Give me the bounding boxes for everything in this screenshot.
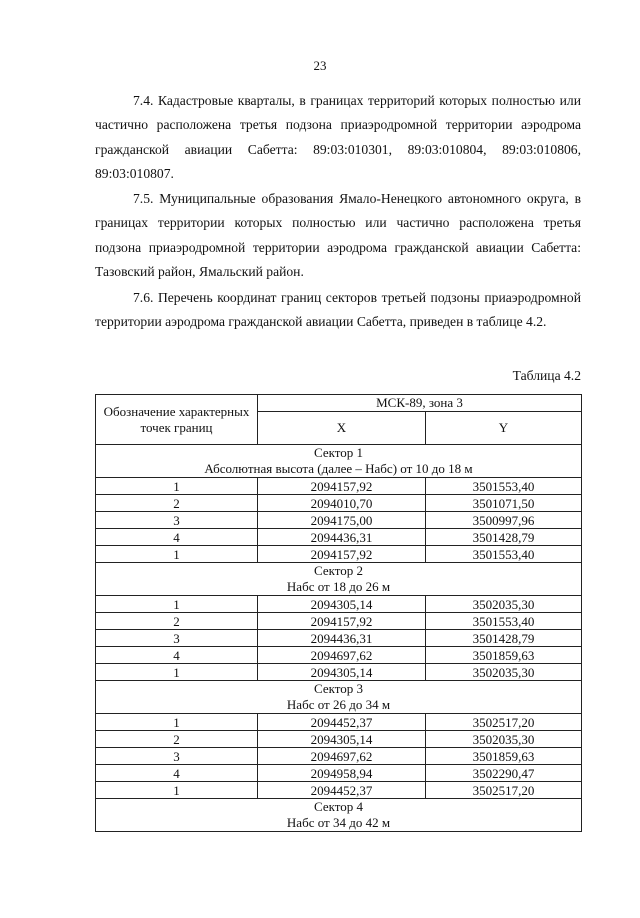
table-row <box>96 478 582 495</box>
sector-header-cell <box>96 563 582 596</box>
coordinate-x-cell: 2094436,31 <box>258 529 426 546</box>
coordinate-y-cell: 3501859,63 <box>426 748 582 765</box>
coordinate-y-cell: 3502035,30 <box>426 731 582 748</box>
sector-header-row <box>96 799 582 832</box>
coordinate-y-cell: 3502035,30 <box>426 596 582 613</box>
sector-title: Сектор 3 <box>313 681 363 696</box>
point-number-cell: 1 <box>96 664 258 681</box>
header-x: X <box>258 412 426 445</box>
table-row <box>96 731 582 748</box>
table-row <box>96 630 582 647</box>
point-number-cell: 2 <box>96 731 258 748</box>
point-number-cell: 1 <box>96 596 258 613</box>
sector-header-row <box>96 445 582 478</box>
point-number-cell: 4 <box>96 529 258 546</box>
header-y: Y <box>426 412 582 445</box>
coordinate-x-cell: 2094157,92 <box>258 546 426 563</box>
header-coordinate-system: МСК-89, зона 3 <box>258 395 582 412</box>
coordinate-x-cell: 2094452,37 <box>258 782 426 799</box>
header-points-designation: Обозначение характерных точек границ <box>96 395 258 445</box>
coordinate-y-cell: 3501859,63 <box>426 647 582 664</box>
coordinate-y-cell: 3501553,40 <box>426 478 582 495</box>
sector-subtitle: Набс от 18 до 26 м <box>286 579 391 594</box>
page-number: 23 <box>313 58 327 73</box>
point-number-cell: 4 <box>96 765 258 782</box>
paragraph-7-6 <box>95 286 581 335</box>
coordinate-y-cell: 3502035,30 <box>426 664 582 681</box>
coordinate-x-cell: 2094958,94 <box>258 765 426 782</box>
table-row <box>96 664 582 681</box>
coordinate-x-cell: 2094305,14 <box>258 664 426 681</box>
sector-header-cell <box>96 445 582 478</box>
coordinate-y-cell: 3501071,50 <box>426 495 582 512</box>
coordinate-x-cell: 2094697,62 <box>258 647 426 664</box>
coordinate-y-cell: 3501428,79 <box>426 529 582 546</box>
point-number-cell: 3 <box>96 748 258 765</box>
sector-subtitle: Абсолютная высота (далее – Набс) от 10 до 18 м <box>204 461 473 476</box>
paragraph-7-5-text: 7.5. Муниципальные образования Ямало-Ненецкого автономного округа, в границах территории которых полностью или частично расположена третья подзона приаэродромной территории аэродрома гражданской авиации Сабетта: Тазовский район, Ямальский район. <box>95 191 581 279</box>
sector-title: Сектор 1 <box>313 445 363 460</box>
sector-header-cell <box>96 799 582 832</box>
point-number-cell: 1 <box>96 546 258 563</box>
table-row <box>96 714 582 731</box>
table-caption: Таблица 4.2 <box>512 368 581 383</box>
coordinate-y-cell: 3500997,96 <box>426 512 582 529</box>
sector-subtitle: Набс от 26 до 34 м <box>286 697 391 712</box>
coordinate-x-cell: 2094697,62 <box>258 748 426 765</box>
table-row <box>96 546 582 563</box>
coordinates-table <box>95 394 582 832</box>
table-row <box>96 782 582 799</box>
table-row <box>96 529 582 546</box>
point-number-cell: 1 <box>96 478 258 495</box>
coordinate-x-cell: 2094175,00 <box>258 512 426 529</box>
coordinate-x-cell: 2094157,92 <box>258 613 426 630</box>
sector-header-row <box>96 681 582 714</box>
sector-header-cell <box>96 681 582 714</box>
sector-title: Сектор 4 <box>313 799 363 814</box>
table-row <box>96 512 582 529</box>
table-row <box>96 613 582 630</box>
point-number-cell: 1 <box>96 782 258 799</box>
paragraph-7-4-text: 7.4. Кадастровые кварталы, в границах территорий которых полностью или частично расположена третья подзона приаэродромной территории аэродрома гражданской авиации Сабетта: 89:03:010301, 89:03:010804, 89:03:010806, 89:03:010807. <box>95 93 581 181</box>
coordinate-x-cell: 2094305,14 <box>258 596 426 613</box>
coordinate-x-cell: 2094010,70 <box>258 495 426 512</box>
coordinate-x-cell: 2094305,14 <box>258 731 426 748</box>
table-row <box>96 647 582 664</box>
sector-header-row <box>96 563 582 596</box>
paragraph-7-6-text: 7.6. Перечень координат границ секторов третьей подзоны приаэродромной территории аэродрома гражданской авиации Сабетта, приведен в таблице 4.2. <box>95 290 581 330</box>
sector-title: Сектор 2 <box>313 563 363 578</box>
coordinate-y-cell: 3501553,40 <box>426 613 582 630</box>
table-row <box>96 748 582 765</box>
paragraph-7-4 <box>95 89 581 186</box>
coordinate-y-cell: 3501553,40 <box>426 546 582 563</box>
coordinate-x-cell: 2094157,92 <box>258 478 426 495</box>
point-number-cell: 4 <box>96 647 258 664</box>
table-row <box>96 765 582 782</box>
point-number-cell: 2 <box>96 495 258 512</box>
table-row <box>96 596 582 613</box>
point-number-cell: 3 <box>96 630 258 647</box>
point-number-cell: 3 <box>96 512 258 529</box>
coordinate-x-cell: 2094452,37 <box>258 714 426 731</box>
sector-subtitle: Набс от 34 до 42 м <box>286 815 391 830</box>
coordinate-y-cell: 3502517,20 <box>426 782 582 799</box>
coordinate-y-cell: 3502290,47 <box>426 765 582 782</box>
point-number-cell: 1 <box>96 714 258 731</box>
table-header-row <box>96 395 582 412</box>
coordinate-y-cell: 3502517,20 <box>426 714 582 731</box>
coordinate-x-cell: 2094436,31 <box>258 630 426 647</box>
table-row <box>96 495 582 512</box>
point-number-cell: 2 <box>96 613 258 630</box>
coordinate-y-cell: 3501428,79 <box>426 630 582 647</box>
paragraph-7-5 <box>95 187 581 284</box>
